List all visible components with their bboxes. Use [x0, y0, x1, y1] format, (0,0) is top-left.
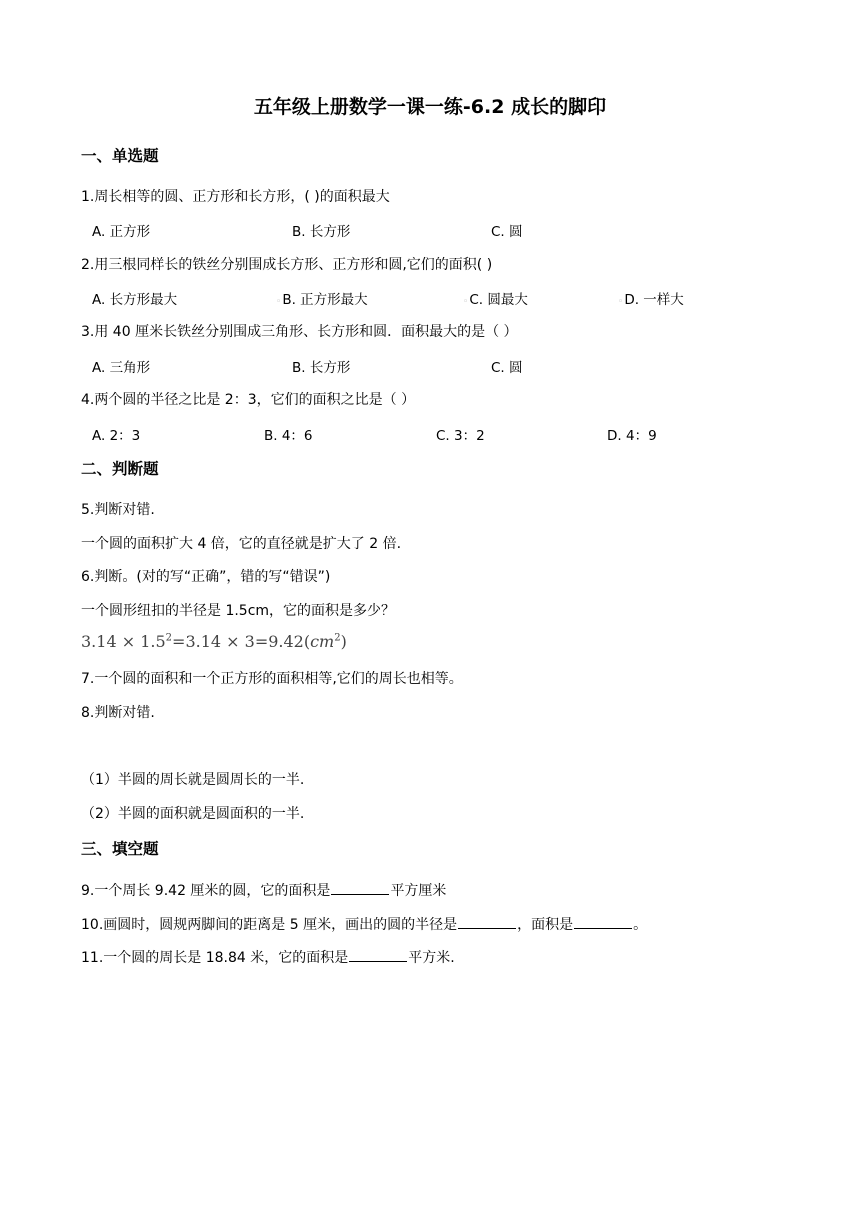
question-2-option-a: A. 长方形最大 — [92, 292, 178, 308]
question-3-option-a: A. 三角形 — [92, 360, 151, 376]
question-9-text: 平方厘米 — [390, 883, 447, 899]
bullet-dot-icon: ◦ — [618, 297, 624, 307]
section-heading-true-false: 二、判断题 — [81, 460, 159, 478]
formula-part: =3.14 × 3=9.42( — [172, 632, 311, 651]
question-9 — [81, 880, 446, 900]
question-10-text: 。 — [633, 917, 648, 933]
question-6-formula — [81, 632, 347, 651]
question-8-part-1: （1）半圆的周长就是圆周长的一半. — [81, 772, 305, 788]
answer-blank[interactable] — [331, 882, 389, 895]
question-4-stem: 4.两个圆的半径之比是 2：3，它们的面积之比是（ ） — [81, 392, 416, 408]
question-2-option-d-wrap — [618, 288, 684, 308]
question-4-option-c: C. 3：2 — [436, 428, 485, 444]
question-4-option-d: D. 4：9 — [607, 428, 657, 444]
question-10 — [81, 914, 647, 934]
section-heading-single-choice: 一、单选题 — [81, 147, 159, 165]
question-7-stem: 7.一个圆的面积和一个正方形的面积相等,它们的周长也相等。 — [81, 671, 463, 687]
question-11 — [81, 947, 455, 967]
question-10-text: 10.画圆时，圆规两脚间的距离是 5 厘米，画出的圆的半径是 — [81, 917, 458, 933]
question-2-option-c: C. 圆最大 — [469, 292, 528, 308]
answer-blank[interactable] — [458, 916, 516, 929]
bullet-dot-icon: ◦ — [276, 297, 282, 307]
question-2-option-b-wrap — [276, 288, 368, 308]
formula-part: 3.14 × 1.5 — [81, 632, 166, 651]
bullet-dot-icon: ◦ — [463, 297, 469, 307]
question-6-stem: 6.判断。(对的写“正确”，错的写“错误”) — [81, 569, 331, 585]
question-3-option-c: C. 圆 — [491, 360, 523, 376]
question-2-option-b: B. 正方形最大 — [282, 292, 368, 308]
question-1-option-b: B. 长方形 — [292, 224, 351, 240]
question-8-stem: 8.判断对错. — [81, 705, 155, 721]
question-11-text: 11.一个圆的周长是 18.84 米，它的面积是 — [81, 950, 349, 966]
question-4-option-a: A. 2：3 — [92, 428, 141, 444]
section-heading-fill-in: 三、填空题 — [81, 840, 159, 858]
answer-blank[interactable] — [349, 949, 407, 962]
question-2-option-c-wrap — [463, 288, 528, 308]
question-2-option-d: D. 一样大 — [624, 292, 684, 308]
question-2-stem: 2.用三根同样长的铁丝分别围成长方形、正方形和圆,它们的面积( ) — [81, 257, 493, 273]
question-10-text: ，面积是 — [517, 917, 574, 933]
question-1-stem: 1.周长相等的圆、正方形和长方形，( )的面积最大 — [81, 189, 390, 205]
question-8-part-2: （2）半圆的面积就是圆面积的一半. — [81, 806, 305, 822]
question-4-option-b: B. 4：6 — [264, 428, 313, 444]
question-5-stem: 5.判断对错. — [81, 502, 155, 518]
formula-unit: cm — [310, 632, 335, 651]
question-5-statement: 一个圆的面积扩大 4 倍，它的直径就是扩大了 2 倍. — [81, 536, 402, 552]
formula-exponent: 2 — [165, 632, 173, 644]
answer-blank[interactable] — [574, 916, 632, 929]
question-1-option-c: C. 圆 — [491, 224, 523, 240]
question-6-statement: 一个圆形纽扣的半径是 1.5cm，它的面积是多少？ — [81, 603, 396, 619]
formula-unit-exponent: 2 — [334, 632, 341, 644]
question-3-stem: 3.用 40 厘米长铁丝分别围成三角形、长方形和圆．面积最大的是（ ） — [81, 324, 518, 340]
question-9-text: 9.一个周长 9.42 厘米的圆，它的面积是 — [81, 883, 331, 899]
question-1-option-a: A. 正方形 — [92, 224, 151, 240]
question-11-text: 平方米. — [408, 950, 455, 966]
formula-part: ) — [340, 632, 347, 651]
question-3-option-b: B. 长方形 — [292, 360, 351, 376]
page-title: 五年级上册数学一课一练-6.2 成长的脚印 — [253, 96, 607, 118]
